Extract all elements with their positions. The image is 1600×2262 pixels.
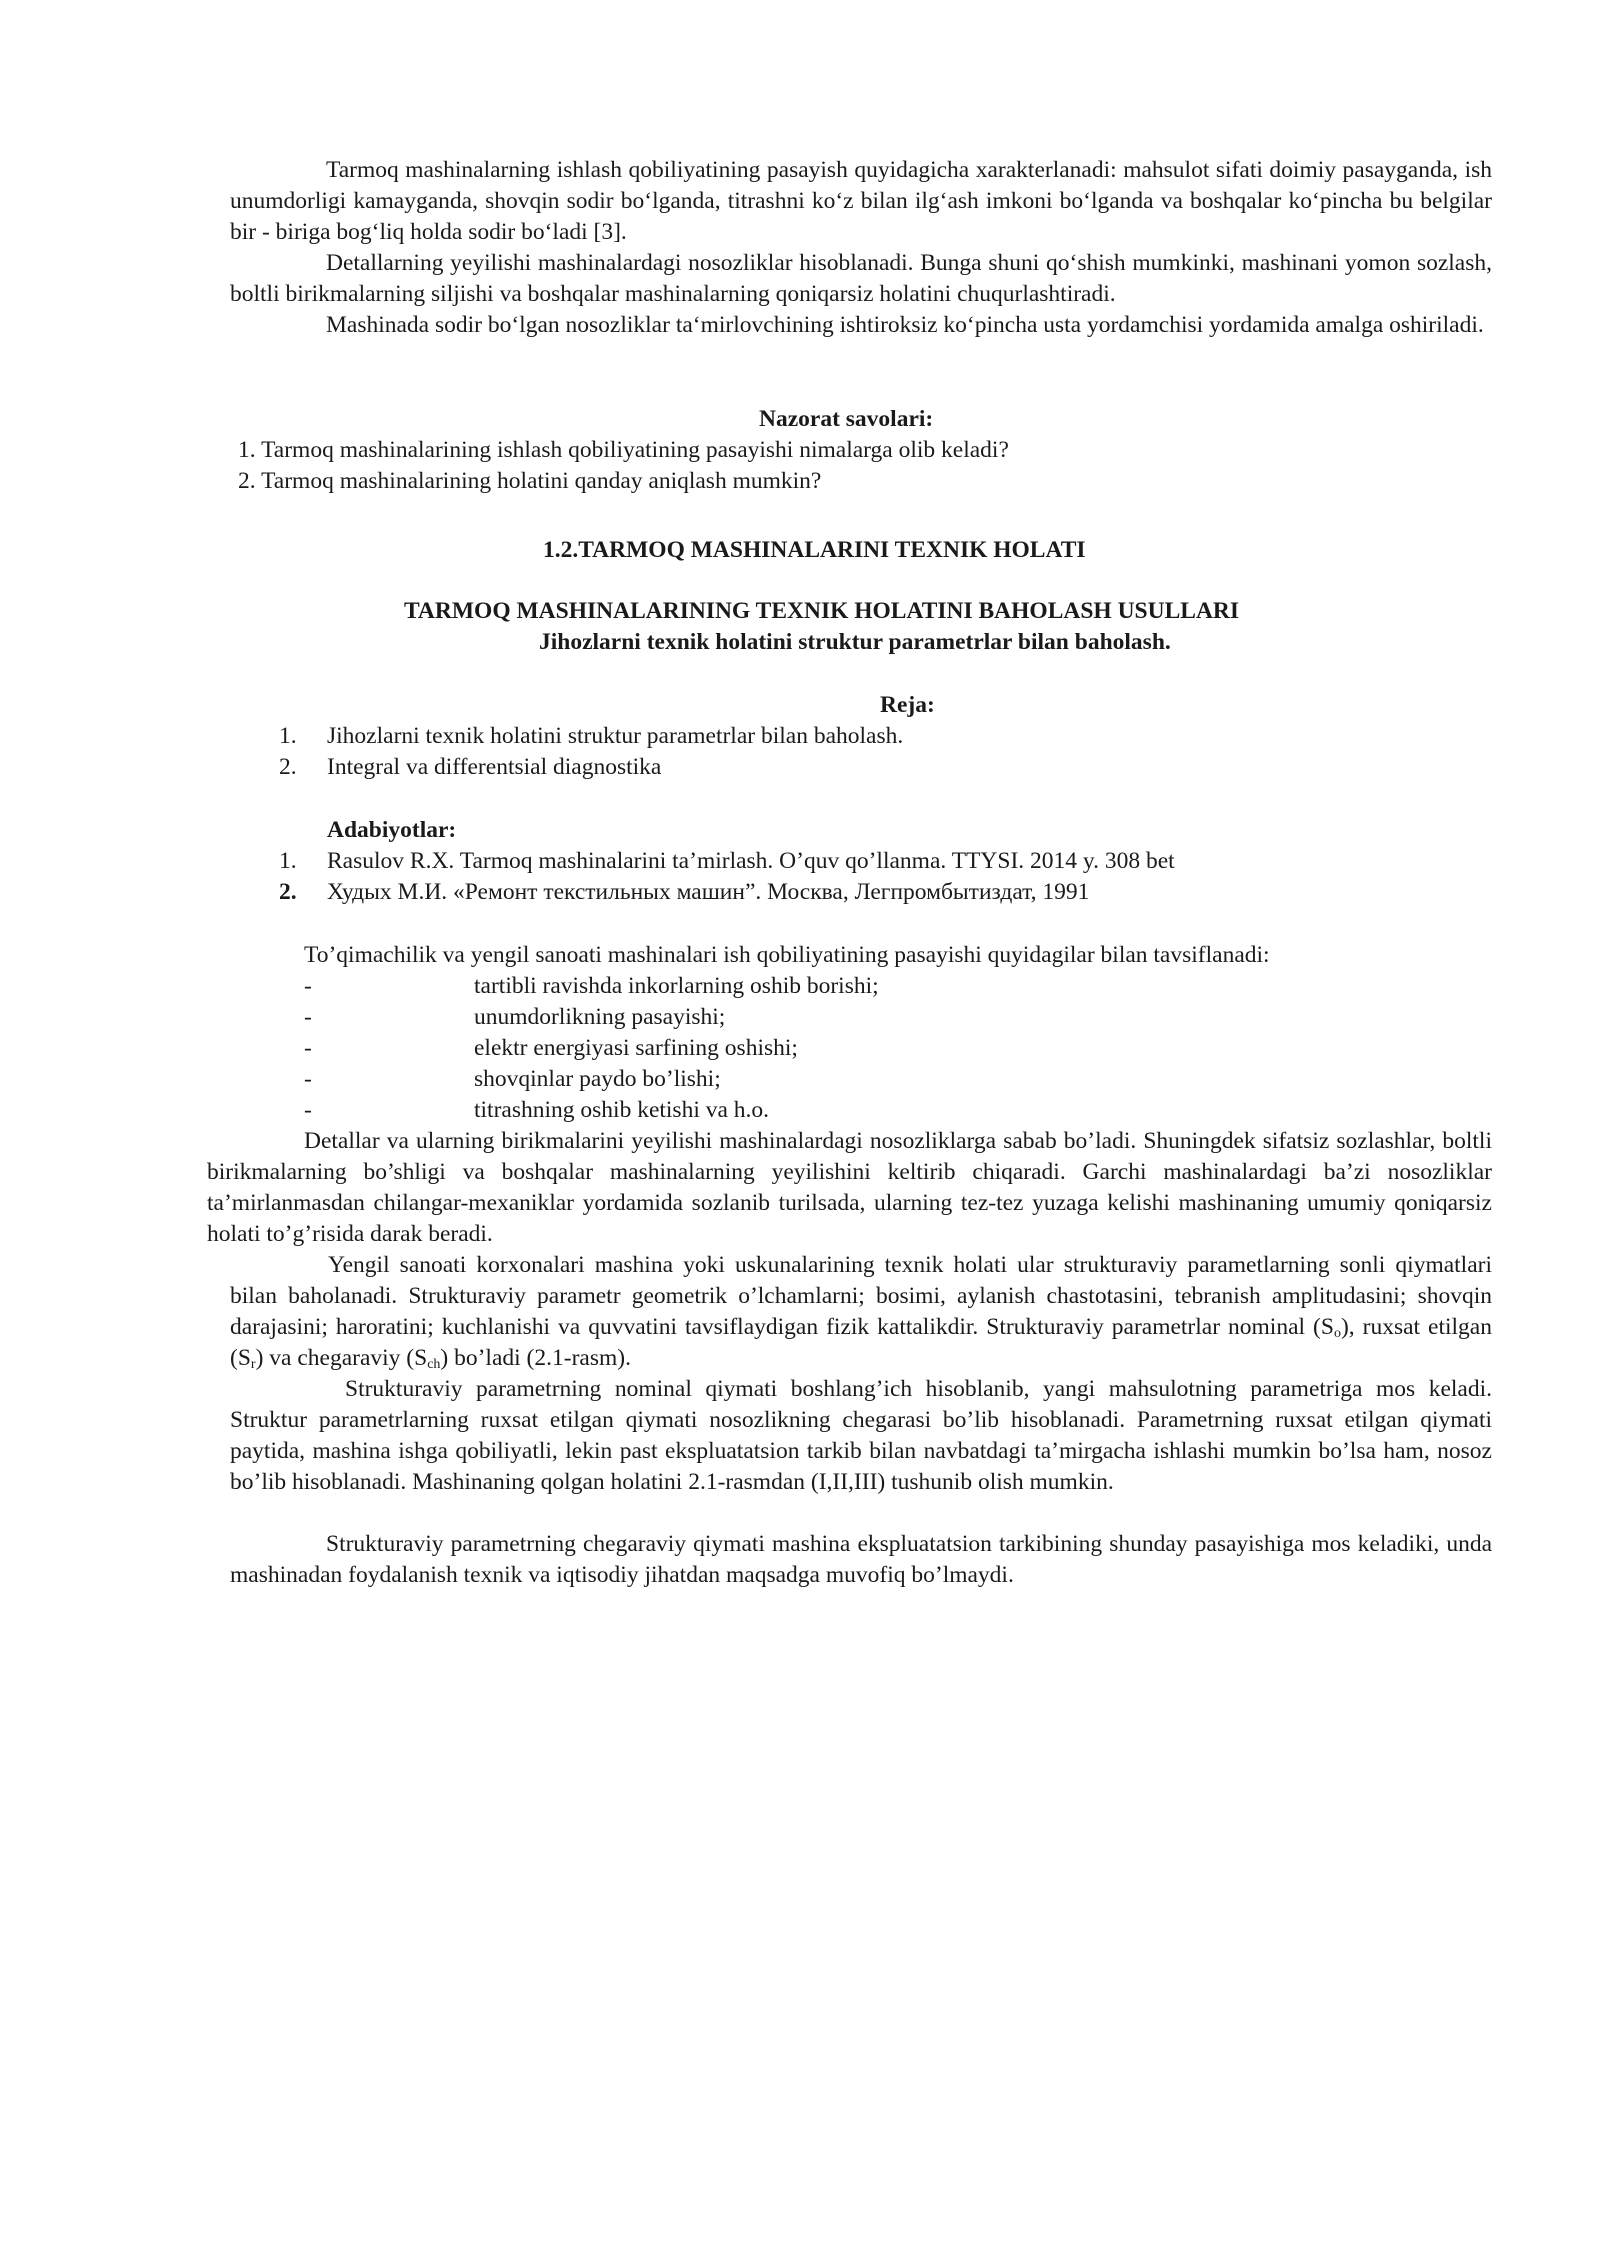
dash-item-text: unumdorlikning pasayishi;: [474, 1004, 726, 1030]
dash-bullet: -: [304, 1097, 312, 1123]
paragraph-6: Strukturaviy parametrning nominal qiymati boshlang’ich hisoblanib, yangi mahsulotning parametriga mos keladi. Struktur parametrlarning ruxsat etilgan qiymati nosozlikning chegarasi bo’lib hisoblanadi. Parametrning ruxsat etilgan qiymati paytida, mashina ishga qobiliyatli, lekin past ekspluatatsion tarkib bilan navbatdagi ta’mirgacha ishlashi mumkin bo’lsa ham, nosoz bo’lib hisoblanadi. Mashinaning qolgan holatini 2.1-rasmdan (I,II,III) tushunib olish mumkin.: [230, 1376, 1492, 1495]
dash-bullet: -: [304, 1004, 312, 1030]
literature-item-text: Худых М.И. «Ремонт текстильных машин”. Москва, Легпромбытиздат, 1991: [327, 879, 1090, 905]
literature-item-text: Rasulov R.X. Tarmoq mashinalarini ta’mirlash. O’quv qo’llanma. TTYSI. 2014 y. 308 bet: [327, 848, 1175, 874]
paragraph-1: Tarmoq mashinalarning ishlash qobiliyatining pasayish quyidagicha xarakterlanadi: mahsulot sifati doimiy pasayganda, ish unumdorligi kamayganda, shovqin sodir bo‘lganda, titrashni ko‘z bilan ilg‘ash imkoni bo‘lganda va boshqalar ko‘pincha bu belgilar bir - biriga bog‘liq holda sodir bo‘ladi [3].: [230, 157, 1492, 245]
paragraph-4: Detallar va ularning birikmalarini yeyilishi mashinalardagi nosozliklarga sabab bo’ladi. Shuningdek sifatsiz sozlashlar, boltli birikmalarning bo’shligi va boshqalar mashinalarning yeyilishini keltirib chiqaradi. Garchi mashinalardagi ba’zi nosozliklar ta’mirlanmasdan chilangar-mexaniklar yordamida sozlanib turilsada, ularning tez-tez yuzaga kelishi mashinaning umumiy qoniqarsiz holati to’g’risida darak beradi.: [207, 1128, 1492, 1247]
plan-item-number: 1.: [279, 723, 297, 749]
literature-item-number: 1.: [279, 848, 297, 874]
questions-title: Nazorat savolari:: [759, 406, 934, 432]
dash-item-text: titrashning oshib ketishi va h.o.: [474, 1097, 770, 1123]
literature-title: Adabiyotlar:: [327, 817, 457, 843]
p5-text-mid2: ) va chegaraviy (S: [255, 1345, 428, 1371]
dash-bullet: -: [304, 1066, 312, 1092]
dash-item-text: tartibli ravishda inkorlarning oshib borishi;: [474, 973, 879, 999]
paragraph-5: [230, 1250, 1492, 1374]
question-item-1: 1. Tarmoq mashinalarining ishlash qobiliyatining pasayishi nimalarga olib keladi?: [238, 437, 1009, 463]
p5-sub-ch: ch: [427, 1357, 441, 1372]
literature-item-number: 2.: [279, 879, 297, 905]
section-title: 1.2.TARMOQ MASHINALARINI TEXNIK HOLATI: [543, 537, 1086, 563]
paragraph-3: Mashinada sodir bo‘lgan nosozliklar ta‘mirlovchining ishtiroksiz ko‘pincha usta yordamchisi yordamida amalga oshiriladi.: [326, 312, 1484, 338]
paragraph-2: Detallarning yeyilishi mashinalardagi nosozliklar hisoblanadi. Bunga shuni qo‘shish mumkinki, mashinani yomon sozlash, boltli birikmalarning siljishi va boshqalar mashinalarning qoniqarsiz holatini chuqurlashtiradi.: [230, 250, 1492, 307]
dash-item-text: shovqinlar paydo bo’lishi;: [474, 1066, 721, 1092]
p5-text-end: ) bo’ladi (2.1-rasm).: [440, 1345, 631, 1371]
p5-sub-r: r: [250, 1357, 256, 1372]
intro-text: To’qimachilik va yengil sanoati mashinalari ish qobiliyatining pasayishi quyidagilar bilan tavsiflanadi:: [304, 942, 1270, 968]
p5-text-mid1: ), ruxsat etilgan (S: [230, 1314, 1492, 1371]
dash-item-text: elektr energiyasi sarfining oshishi;: [474, 1035, 798, 1061]
plan-item-text: Integral va differentsial diagnostika: [327, 754, 662, 780]
p5-text-start: Yengil sanoati korxonalari mashina yoki uskunalarining texnik holati ular strukturaviy parametlarning sonli qiymatlari bilan baholanadi. Strukturaviy parametr geometrik o’lchamlarni; bosimi, aylanish chastotasini, tebranish amplitudasini; shovqin darajasini; haroratini; kuchlanishi va quvvatini tavsiflaydigan fizik kattalikdir. Strukturaviy parametrlar nominal (S: [230, 1252, 1492, 1340]
plan-title: Reja:: [880, 692, 935, 718]
paragraph-7: Strukturaviy parametrning chegaraviy qiymati mashina ekspluatatsion tarkibining shunday pasayishiga mos keladiki, unda mashinadan foydalanish texnik va iqtisodiy jihatdan maqsadga muvofiq bo’lmaydi.: [230, 1531, 1492, 1588]
p5-sub-o: o: [1333, 1326, 1341, 1341]
subtitle-methods: TARMOQ MASHINALARINING TEXNIK HOLATINI BAHOLASH USULLARI: [404, 598, 1240, 624]
plan-item-text: Jihozlarni texnik holatini struktur parametrlar bilan baholash.: [327, 723, 904, 749]
plan-item-number: 2.: [279, 754, 297, 780]
dash-bullet: -: [304, 973, 312, 999]
question-item-2: 2. Tarmoq mashinalarining holatini qanday aniqlash mumkin?: [238, 468, 822, 494]
dash-bullet: -: [304, 1035, 312, 1061]
subtitle-structural: Jihozlarni texnik holatini struktur parametrlar bilan baholash.: [539, 629, 1171, 655]
